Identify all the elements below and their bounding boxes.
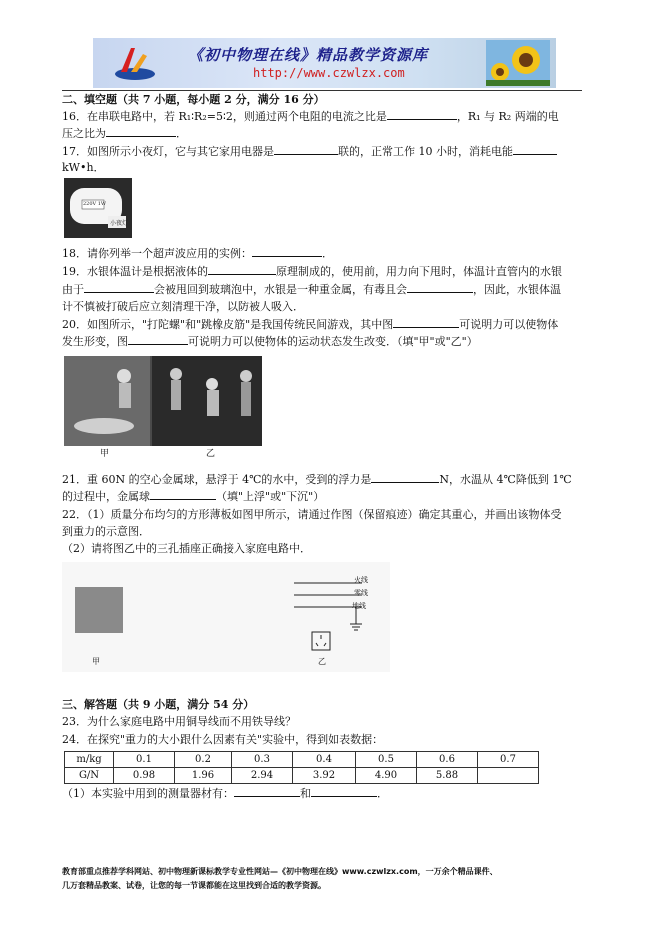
photo-label-b: 乙	[206, 449, 216, 459]
q17-text-a: 17．如图所示小夜灯，它与其它家用电器是	[62, 145, 274, 158]
fig22-label-b: 乙	[318, 657, 326, 666]
banner-url[interactable]: http://www.czwlzx.com	[253, 66, 405, 80]
q16-text-b: ，R₁ 与 R₂ 两端的电	[456, 110, 559, 123]
gravity-data-table	[64, 751, 539, 784]
q18-text: 18．请你列举一个超声波应用的实例：	[62, 247, 252, 260]
q19-blank-3[interactable]	[407, 282, 473, 293]
q17-blank-2[interactable]	[513, 144, 557, 155]
q24-1-text-a: （1）本实验中用到的测量器材有：	[62, 787, 234, 800]
q17-text-b: 联的，正常工作 10 小时，消耗电能	[338, 145, 513, 158]
question-19-line1	[62, 264, 562, 279]
table-row	[65, 752, 539, 768]
table-cell: 5.88	[417, 768, 478, 784]
section3-heading: 三、解答题（共 9 小题，满分 54 分）	[62, 698, 255, 711]
folk-games-illustration	[64, 356, 262, 446]
section2-heading: 二、填空题（共 7 小题，每小题 2 分，满分 16 分）	[62, 93, 325, 106]
q19-text-c: 由于	[62, 283, 84, 296]
table-row	[65, 768, 539, 784]
question-23: 23．为什么家庭电路中用铜导线而不用铁导线？	[62, 715, 296, 728]
wire-ground-label: 地线	[352, 602, 366, 610]
table-cell: G/N	[65, 768, 114, 784]
site-logo-icon	[113, 44, 157, 82]
header-banner	[93, 38, 556, 88]
question-21-line2	[62, 489, 324, 504]
q21-text-d: （填"上浮"或"下沉"）	[216, 490, 325, 503]
q20-text-a: 20．如图所示，"打陀螺"和"跳橡皮筋"是我国传统民间游戏，其中图	[62, 318, 394, 331]
footer-line2: 几万套精品教案、试卷，让您的每一节课都能在这里找到合适的教学资源。	[62, 881, 326, 890]
q18-blank[interactable]	[252, 246, 322, 257]
table-cell: 0.98	[114, 768, 175, 784]
table-cell: 0.4	[293, 752, 356, 768]
question-24-part1	[62, 786, 388, 801]
question-17-line1	[62, 144, 557, 159]
q19-blank-1[interactable]	[208, 264, 276, 275]
q19-text-f: 计不慎被打破后应立刻清理干净，以防被人吸入．	[62, 300, 304, 313]
table-cell: 0.3	[232, 752, 293, 768]
table-cell: 0.2	[175, 752, 232, 768]
lamp-label: 小夜灯	[110, 220, 129, 227]
folk-games-photo	[64, 356, 262, 446]
photo-captions	[64, 446, 262, 460]
q19-text-e: ，因此，水银体温	[473, 283, 561, 296]
sunflower-icon	[486, 40, 550, 86]
question-24: 24．在探究"重力的大小跟什么因素有关"实验中，得到如表数据：	[62, 733, 384, 746]
socket-wiring-diagram	[62, 562, 390, 672]
photo-label-a: 甲	[100, 449, 110, 459]
table-cell: 1.96	[175, 768, 232, 784]
q20-text-b: 可说明力可以使物体	[459, 318, 559, 331]
q22-text-a: 22．（1）质量分布均匀的方形薄板如图甲所示，请通过作图（保留痕迹）确定其重心，并画出该物体受	[62, 508, 562, 521]
table-cell: 4.90	[356, 768, 417, 784]
figure-22	[62, 562, 390, 672]
night-lamp-icon	[64, 178, 132, 238]
question-20-line2	[62, 334, 478, 349]
lamp-rating: 220V 1W	[83, 201, 107, 207]
table-cell: 3.92	[293, 768, 356, 784]
q17-unit: kW•h．	[62, 161, 105, 174]
q20-blank-1[interactable]	[393, 317, 459, 328]
q20-blank-2[interactable]	[128, 334, 188, 345]
q16-blank-1[interactable]	[387, 109, 457, 120]
q24-1-text-b: 和	[300, 787, 311, 800]
banner-divider	[62, 90, 582, 91]
q19-text-d: 会被甩回到玻璃泡中，水银是一种重金属，有毒且会	[154, 283, 407, 296]
wire-live-label: 火线	[354, 576, 368, 584]
table-cell: m/kg	[65, 752, 114, 768]
q24-1-blank-1[interactable]	[234, 786, 300, 797]
table-cell	[478, 768, 539, 784]
q19-text-a: 19．水银体温计是根据液体的	[62, 265, 208, 278]
table-cell: 0.5	[356, 752, 417, 768]
table-cell: 0.1	[114, 752, 175, 768]
q20-text-c: 发生形变，图	[62, 335, 128, 348]
q21-blank-2[interactable]	[150, 489, 216, 500]
q24-1-blank-2[interactable]	[311, 786, 377, 797]
footer-line1: 教育部重点推荐学科网站、初中物理新课标教学专业性网站—《初中物理在线》www.czwlzx.com，一万余个精品课件、	[62, 867, 498, 876]
banner-title: 《初中物理在线》精品教学资源库	[188, 46, 429, 64]
q16-text-c: 压之比为	[62, 127, 106, 140]
q21-text-a: 21．重 60N 的空心金属球，悬浮于 4℃的水中，受到的浮力是	[62, 473, 372, 486]
q16-text-a: 16．在串联电路中，若 R₁∶R₂=5∶2，则通过两个电阻的电流之比是	[62, 110, 387, 123]
question-18: 18．请你列举一个超声波应用的实例： ．	[62, 247, 333, 260]
table-cell: 0.7	[478, 752, 539, 768]
q22-text-b: 到重力的示意图．	[62, 525, 150, 538]
q22-text-c: （2）请将图乙中的三孔插座正确接入家庭电路中．	[62, 542, 311, 555]
q20-text-d: 可说明力可以使物体的运动状态发生改变．（填"甲"或"乙"）	[188, 335, 478, 348]
q21-blank-1[interactable]	[371, 472, 439, 483]
q21-text-b: N，水温从 4℃降低到 1℃	[439, 473, 572, 486]
fig22-label-a: 甲	[92, 657, 100, 666]
question-16-line2: 压之比为 ．	[62, 127, 187, 140]
q24-1-text-c: ．	[377, 787, 388, 800]
question-21-line1	[62, 472, 572, 487]
q19-text-b: 原理制成的，使用前，用力向下甩时，体温计直管内的水银	[276, 265, 562, 278]
q21-text-c: 的过程中，金属球	[62, 490, 150, 503]
question-19-line2	[62, 282, 561, 297]
table-cell: 0.6	[417, 752, 478, 768]
wire-neutral-label: 零线	[354, 589, 368, 597]
q16-blank-2[interactable]	[106, 126, 176, 137]
q19-blank-2[interactable]	[84, 282, 154, 293]
table-cell: 2.94	[232, 768, 293, 784]
q17-blank-1[interactable]	[274, 144, 338, 155]
question-20-line1	[62, 317, 558, 332]
question-16-line1	[62, 109, 559, 124]
night-lamp-image	[64, 178, 132, 238]
